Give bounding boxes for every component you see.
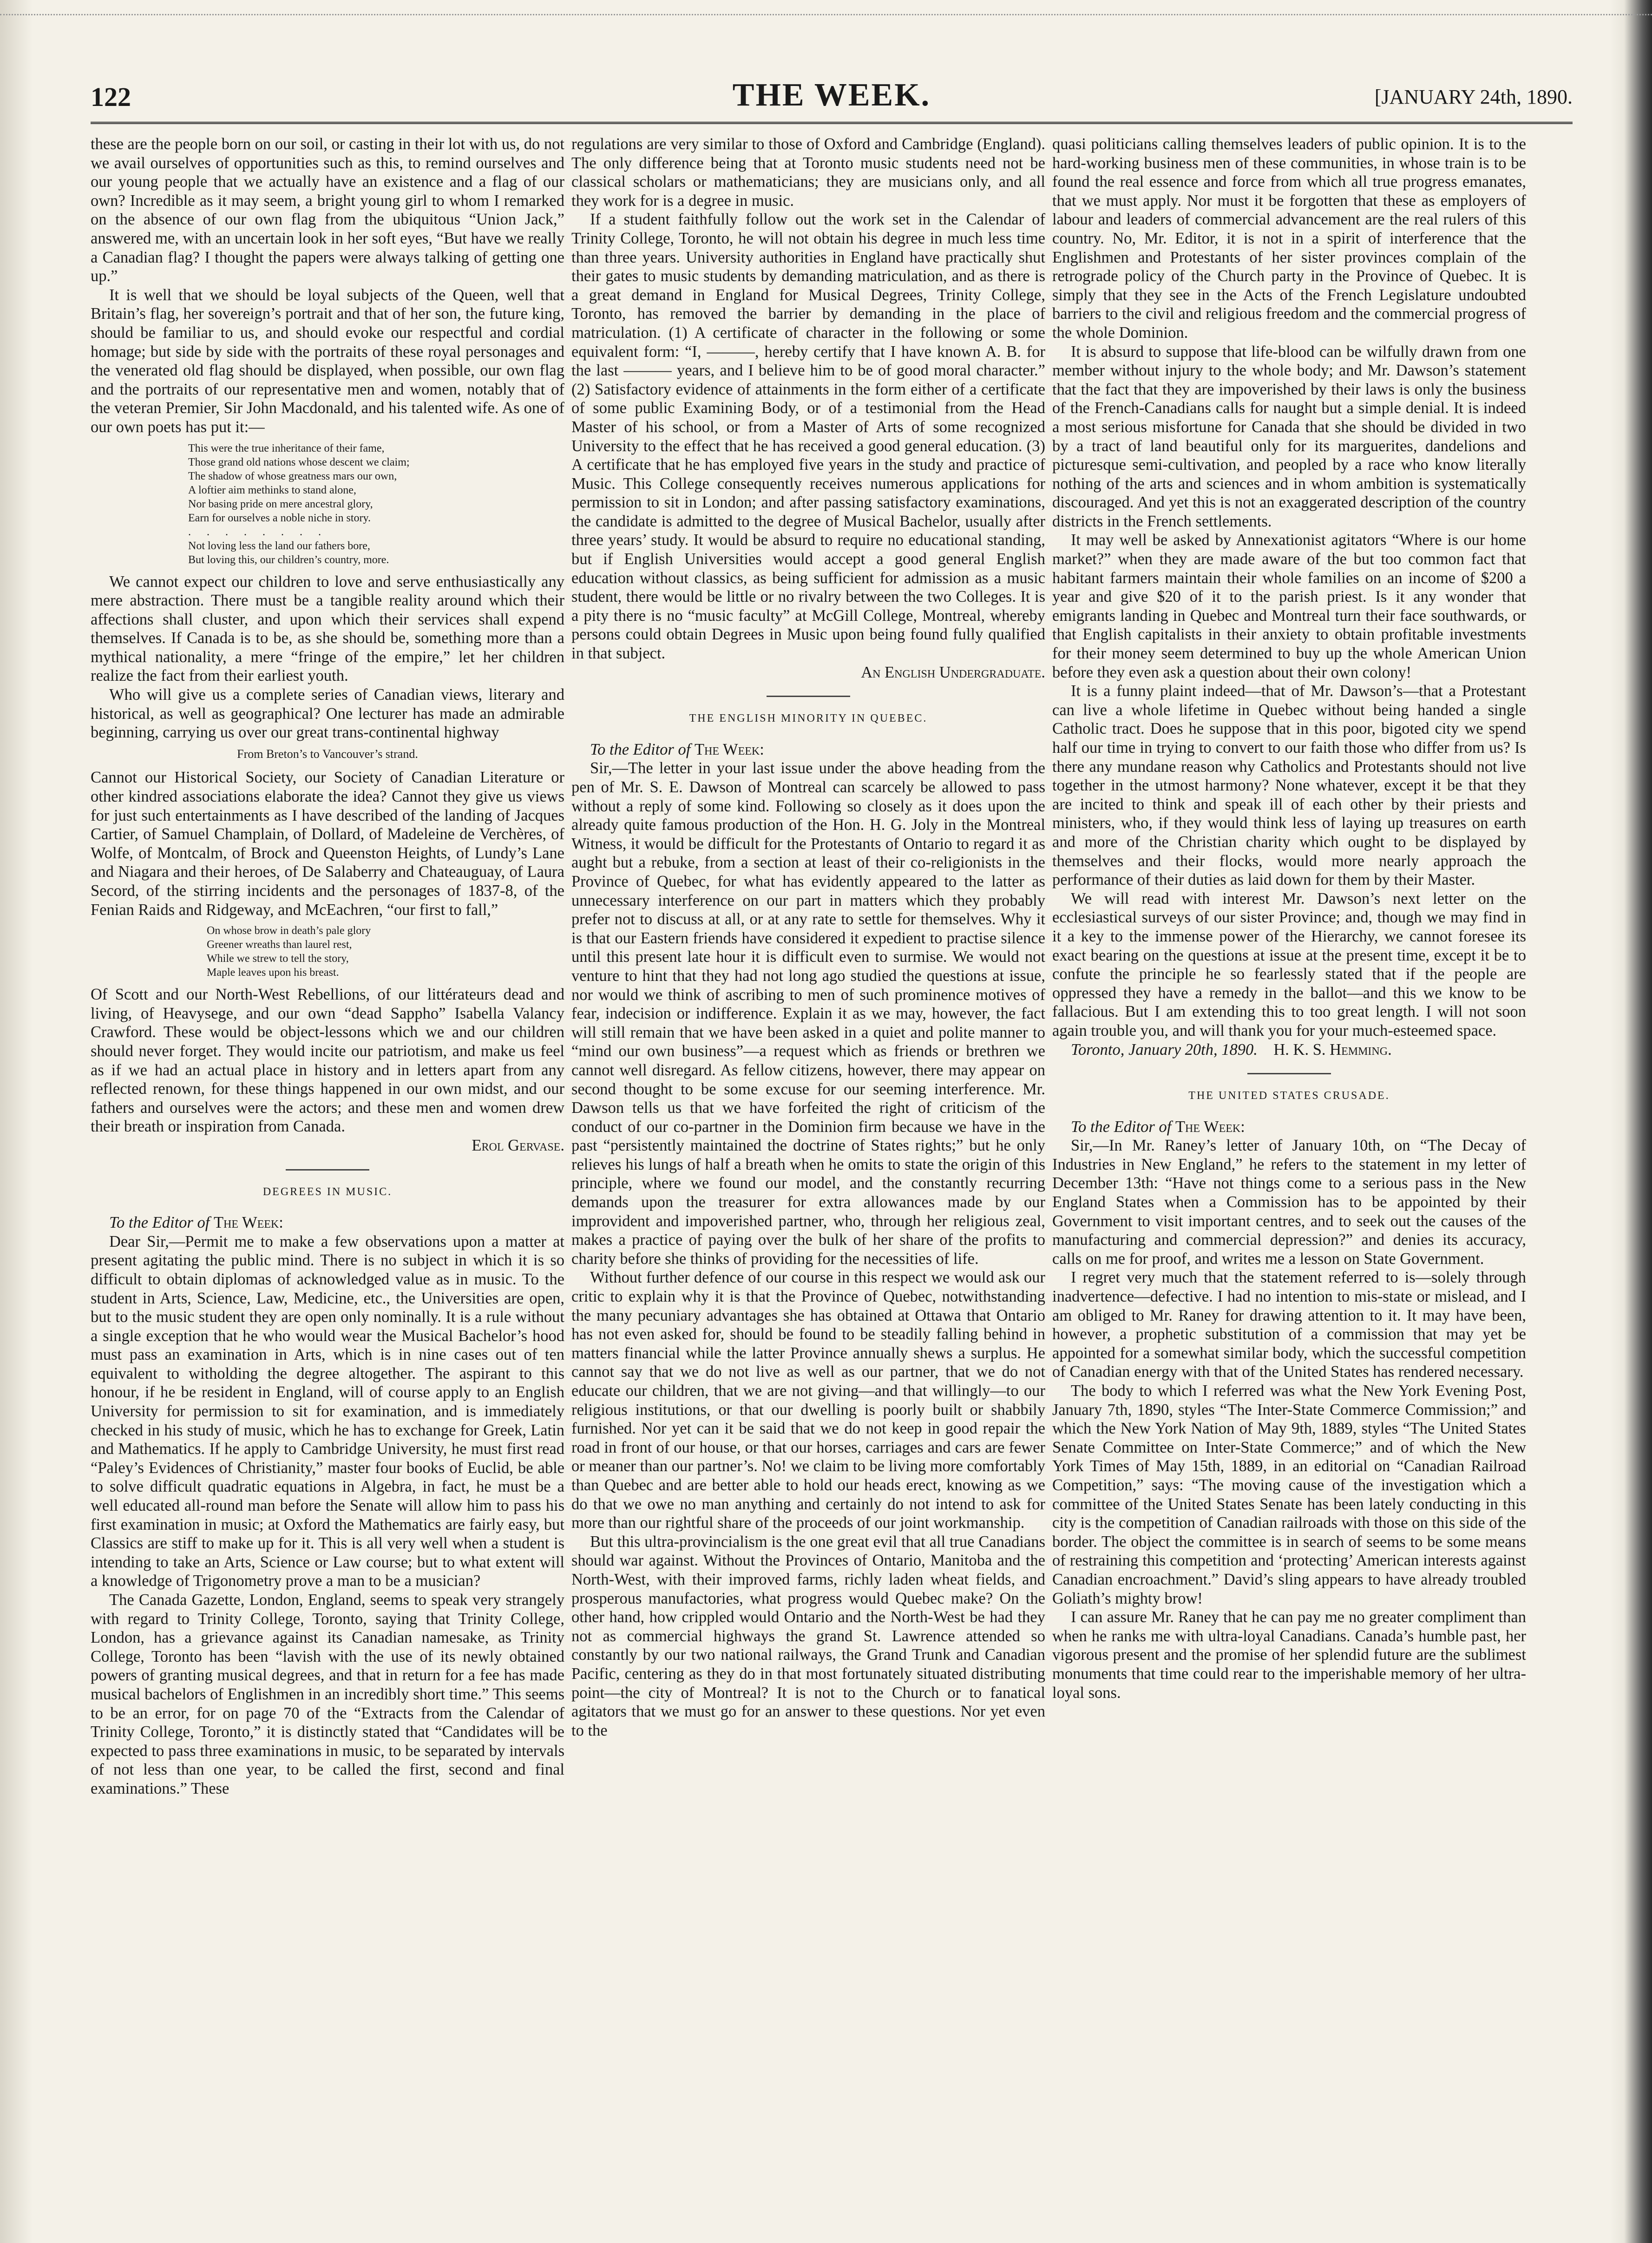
section-divider (286, 1169, 369, 1171)
paragraph: regulations are very similar to those of Oxford and Cambridge (England). The only difference being that at Toronto music students need not be classical scholars or mathematicians; they are musicians only, and all they work for is a degree in music. (571, 135, 1045, 210)
letter-dateline (1052, 1040, 1526, 1059)
page-edge-left (0, 0, 33, 2243)
paragraph: Cannot our Historical Society, our Society of Canadian Literature or other kindred associations elaborate the idea? Cannot they give us views for just such entertainments as I have described of the landing of Jacques Cartier, of Samuel Champlain, of Dollard, of Madeleine de Verchères, of Wolfe, of Montcalm, of Brock and Queenston Heights, of Lundy’s Lane and Niagara and their heroes, of De Salaberry and Chateauguay, of Laura Secord, of the stirring incidents and the personages of 1837-8, of the Fenian Raids and Ridgeway, and McEachren, “our first to fall,” (91, 769, 564, 919)
poem-quote (188, 441, 564, 567)
editor-salutation-text: To the Editor of (109, 1214, 210, 1232)
poem-line: Earn for ourselves a noble niche in story. (188, 512, 371, 524)
section-divider (1247, 1073, 1331, 1074)
editor-salutation-text: To the Editor of (590, 740, 691, 758)
paragraph: Of Scott and our North-West Rebellions, of our littérateurs dead and living, of Heavysege, and our own “dead Sappho” Isabella Valancy Crawford. These would be object-lessons which we and our children should never forget. They would incite our patriotism, and make us feel as if we had an actual place in history and in letters apart from any reflected renown, for these things happened in our own midst, and our fathers and ourselves were the actors; and these men and women drew their breath or inspiration from Canada. (91, 986, 564, 1136)
paragraph: It is a funny plaint indeed—that of Mr. Dawson’s—that a Protestant can live a whole lifetime in Quebec without being handed a single Catholic tract. Does he suppose that in this poor, bigoted city we spend half our time in trying to convert to our faith those who differ from us? Is there any mundane reason why Catholics and Protestants should not live together in the utmost harmony? None whatever, except it be that they are incited to think and speak ill of each other by their priests and ministers, who, if they would think less of laying up treasures on earth and more of the Christian charity which ought to be displayed by themselves and their flocks, would more nearly approach the performance of their duties as laid down for them by their Master. (1052, 682, 1526, 889)
poem-line: While we strew to tell the story, (207, 953, 349, 965)
editor-salutation-paper: The Week: (1175, 1118, 1245, 1136)
paragraph: Without further defence of our course in this respect we would ask our critic to explain why it is that the Province of Quebec, notwithstanding the many pecuniary advantages she has obtained at Ottawa that Ontario has not even asked for, should be found to be steadily falling behind in matters financial while the latter Province annually shews a surplus. He cannot say that we do not live as well as our partner, that we do not educate our children, that we are not giving—and that willingly—to our religious institutions, or that our dwelling is poorly built or shabbily furnished. Nor yet can it be said that we do not keep in good repair the road in front of our house, or that our horses, carriages and cars are fewer or meaner than our partner’s. No! we claim to be living more comfortably than Quebec and are better able to hold our heads erect, knowing as we do that we owe no man anything and certainly do not intend to ask for more than our rightful share of the proceeds of our joint workmanship. (571, 1269, 1045, 1532)
header-rule (91, 122, 1573, 124)
poem-line: The shadow of whose greatness mars our own, (188, 470, 397, 482)
section-heading: DEGREES IN MUSIC. (262, 1185, 393, 1198)
poem-line: But loving this, our children’s country, more. (188, 553, 389, 566)
poem-ellipsis: . . . . . . . . (188, 526, 328, 538)
paragraph: But this ultra-provincialism is the one great evil that all true Canadians should war against. Without the Provinces of Ontario, Manitoba and the North-West, with their improved farms, richly laden wheat fields, and prosperous manufactories, what progress would Quebec make? On the other hand, how crippled would Ontario and the North-West be had they not as commercial highways the grand St. Lawrence attended so constantly by our two national railways, the Grand Trunk and Canadian Pacific, centering as they do in that most fortunately situated distributing point—the city of Montreal? It is not to the Church or to fanatical agitators that we must go for an answer to these questions. Nor yet even to the (571, 1533, 1045, 1739)
paragraph: The body to which I referred was what the New York Evening Post, January 7th, 1890, styles “The Inter-State Commerce Commission;” and which the New York Nation of May 9th, 1889, styles “The United States Senate Committee on Inter-State Commerce;” and of which the New York Times of May 15th, 1889, in an editorial on “Canadian Railroad Competition,” says: “The moving cause of the investigation which a committee of the United States Senate has been lately conducting in this city is the competition of Canadian railroads with those on this side of the border. The object the committee is in search of seems to be some means of restraining this competition and ‘protecting’ American interests against Canadian encroachment.” David’s sling appears to have already troubled Goliath’s mighty brow! (1052, 1382, 1526, 1607)
column-2 (571, 135, 1045, 2203)
signature: An English Undergraduate. (861, 663, 1045, 681)
page-header (91, 77, 1573, 118)
poem-quote (207, 924, 564, 980)
page-edge-right (1610, 0, 1652, 2243)
editor-salutation (571, 740, 1045, 759)
poem-line: On whose brow in death’s pale glory (207, 925, 371, 937)
poem-line: Nor basing pride on mere ancestral glory, (188, 498, 373, 510)
poem-line: Those grand old nations whose descent we claim; (188, 456, 410, 468)
paragraph: I regret very much that the statement referred to is—solely through inadvertence—defective. I had no intention to mis-state or mislead, and I am obliged to Mr. Raney for drawing attention to it. It may have been, however, a prophetic substitution of a commission that may yet be appointed for a somewhat similar body, which the successful competition of Canadian energy with that of the United States has rendered necessary. (1052, 1269, 1526, 1381)
paragraph: Sir,—The letter in your last issue under the above heading from the pen of Mr. S. E. Dawson of Montreal can scarcely be allowed to pass without a reply of some kind. Following so closely as it does upon the already quite famous production of the Hon. H. G. Joly in the Montreal Witness, it would be difficult for the Protestants of Ontario to regard it as aught but a rebuke, from a section at least of their co-religionists in the Province of Quebec, for what has evidently appeared to the latter as unnecessary interference on our part in matters which they probably prefer not to discuss at all, or at any rate to settle for themselves. Why it is that our Eastern friends have considered it expedient to practise silence until this present late hour it is difficult even to surmise. We would not venture to hint that they had not long ago studied the questions at issue, nor would we think of ascribing to men of such prominence motives of fear, indecision or indifference. Explain it as we may, however, the fact will still remain that we have been asked in a quiet and polite manner to “mind our own business”—a request which as friends or brethren we cannot well disregard. As fellow citizens, however, there may appear on second thought to be some excuse for our seeming interference. Mr. Dawson tells us that we have forfeited the right of criticism of the conduct of our co-partner in the Dominion firm because we have in the past “persistently maintained the doctrine of States rights;” but he only relieves his lungs of half a breath when he omits to state the origin of this principle, where we found our model, and the constantly recurring demands upon the treasurer for extra allowances made by our improvident and impoverished partner, who, through her religious zeal, makes a practice of paying over the bulk of her share of the profits to charity before she thinks of providing for the necessities of life. (571, 759, 1045, 1268)
paragraph: The Canada Gazette, London, England, seems to speak very strangely with regard to Trinity College, Toronto, saying that Trinity College, London, has a grievance against its Canadian namesake, as Trinity College, Toronto has been “lavish with the use of its newly obtained powers of granting musical degrees, and that in return for a fee has made musical bachelors of Englishmen in an incredibly short time.” This seems to be an error, for on page 70 of the “Extracts from the Calendar of Trinity College, Toronto,” it is distinctly stated that “Candidates will be expected to pass three examinations in music, to be separated by intervals of not less than one year, to be called the first, second and final examinations.” These (91, 1591, 564, 1797)
editor-salutation (91, 1213, 564, 1232)
editor-salutation-paper: The Week: (213, 1214, 283, 1232)
paragraph: Who will give us a complete series of Canadian views, literary and historical, as well as geographical? One lecturer has made an admirable beginning, carrying us over our great trans-continental highway (91, 686, 564, 742)
paragraph: I can assure Mr. Raney that he can pay me no greater compliment than when he ranks me with ultra-loyal Canadians. Canada’s humble past, her vigorous present and the promise of her splendid future are the sublimest monuments that time could rear to the imperishable memory of her ultra-loyal sons. (1052, 1608, 1526, 1702)
poem-line: Greener wreaths than laurel rest, (207, 939, 352, 951)
poem-line: This were the true inheritance of their fame, (188, 442, 385, 454)
quote-line: From Breton’s to Vancouver’s strand. (237, 747, 418, 761)
paragraph: It is well that we should be loyal subjects of the Queen, well that Britain’s flag, her sovereign’s portrait and that of her son, the future king, should be familiar to us, and should evoke our respectful and cordial homage; but side by side with the portraits of these royal personages and the venerated old flag should be displayed, when possible, our own flag and the portraits of our representative men and women, notably that of the veteran Premier, Sir John Macdonald, and his talented wife. As one of our own poets has put it:— (91, 286, 564, 436)
paragraph: It may well be asked by Annexationist agitators “Where is our home market?” when they are made aware of the but too common fact that habitant farmers maintain their whole families on an income of $200 a year and give $20 of it to the parish priest. Is it any wonder that emigrants landing in Quebec and Montreal turn their face southwards, or that English capitalists in their anxiety to obtain profitable investments for their money seem determined to buy up the whole American Union before they even ask a question about their own colony! (1052, 531, 1526, 681)
section-heading: THE UNITED STATES CRUSADE. (1188, 1090, 1390, 1102)
signature: H. K. S. Hemming. (1273, 1040, 1392, 1059)
column-3 (1052, 135, 1526, 2203)
paragraph: It is absurd to suppose that life-blood can be wilfully drawn from one member without injury to the whole body; and Mr. Dawson’s statement that the fact that they are impoverished by their laws is only the business of the French-Canadians calls for naught but a simple denial. It is indeed a most serious misfortune for Canada that she should be divided in two by a tract of land beautiful only for its marguerites, dandelions and picturesque semi-cultivation, and peopled by a race who know literally nothing of the arts and sciences and in whom ambition is systematically discouraged. And yet this is not an exaggerated description of the country districts in the French settlements. (1052, 342, 1526, 530)
editor-salutation-text: To the Editor of (1071, 1118, 1172, 1136)
column-1 (91, 135, 564, 2203)
paragraph: If a student faithfully follow out the work set in the Calendar of Trinity College, Toronto, he will not obtain his degree in much less time than three years. University authorities in England have practically shut their gates to music students by demanding matriculation, and as there is a great demand in England for Musical Degrees, Trinity College, Toronto, has removed the barrier by demanding in the place of matriculation. (1) A certificate of character in the following or some equivalent form: “I, ———, hereby certify that I have known A. B. for the last ——— years, and I believe him to be of good moral character.” (2) Satisfactory evidence of attainments in the form either of a certificate of some public Examining Body, or of a testimonial from the Head Master of his school, or from a Master of Arts of some recognized University to the effect that he has received a good general education. (3) A certificate that he has employed five years in the study and practice of Music. This College consequently receives numerous applications for permission to sit in London; and after passing satisfactory examinations, the candidate is admitted to the degree of Musical Bachelor, usually after three years’ study. It would be absurd to require no educational standing, but if English Universities would accept a good general English education without classics, as being sufficient for admission as a music student, there would be little or no rivalry between the two Colleges. It is a pity there is no “music faculty” at McGill College, Montreal, whereby persons could obtain Degrees in Music upon being found fully qualified in that subject. (571, 210, 1045, 663)
masthead-title: THE WEEK. (732, 77, 931, 113)
dateline-text: Toronto, January 20th, 1890. (1071, 1040, 1258, 1059)
paragraph: these are the people born on our soil, or casting in their lot with us, do not we avail ourselves of opportunities such as this, to remind ourselves and our young people that we actually have an existence and a flag of our own? Incredible as it may seem, a bright young girl to whom I remarked on the absence of our own flag from the ubiquitous “Union Jack,” answered me, with an uncertain look in her soft eyes, “But have we really a Canadian flag? I thought the papers were always talking of getting one up.” (91, 135, 564, 285)
poem-line: Maple leaves upon his breast. (207, 967, 339, 979)
poem-line: Not loving less the land our fathers bore, (188, 539, 370, 552)
poem-line: A loftier aim methinks to stand alone, (188, 484, 356, 496)
section-divider (767, 696, 850, 697)
paragraph: We cannot expect our children to love and serve enthusiastically any mere abstraction. There must be a tangible reality around which their affections shall cluster, and upon which their services shall expend themselves. If Canada is to be, as she should be, something more than a mythical nationality, a mere “fringe of the empire,” let her children realize the fact from their earliest youth. (91, 572, 564, 685)
paragraph: quasi politicians calling themselves leaders of public opinion. It is to the hard-working business men of these communities, in whose train is to be found the real essence and force from which all true progress emanates, that we must apply. Nor must it be forgotten that these as employers of labour and leaders of commercial advancement are the real rulers of this country. No, Mr. Editor, it is not in a spirit of interference that the Englishmen and Protestants of her sister provinces complain of the retrograde policy of the Church party in the Province of Quebec. It is simply that they see in the Acts of the French Legislature undoubted barriers to the civil and religious freedom and the commercial progress of the whole Dominion. (1052, 135, 1526, 342)
signature: Erol Gervase. (472, 1136, 564, 1154)
issue-date: [JANUARY 24th, 1890. (1374, 86, 1573, 108)
paragraph: We will read with interest Mr. Dawson’s next letter on the ecclesiastical surveys of our sister Province; and, though we may find in it a key to the immense power of the Hierarchy, we cannot foresee its exact bearing on the questions at issue at the present time, except it be to confute the principle he so fearlessly stated that if the people are oppressed they have a remedy in the ballot—and this we know to be fallacious. But I am extending this to too great length. I will not soon again trouble you, and will thank you for your much-esteemed space. (1052, 889, 1526, 1039)
paragraph: Sir,—In Mr. Raney’s letter of January 10th, on “The Decay of Industries in New England,” he refers to the statement in my letter of December 13th: “Have not things come to a serious pass in the New England States when a Commission has to be appointed by their Government to visit important centres, and to seek out the causes of the manufacturing and commercial depression?” and denies its accuracy, calls on me for proof, and writes me a lesson on State Government. (1052, 1137, 1526, 1268)
page-number: 122 (91, 82, 131, 112)
paragraph: Dear Sir,—Permit me to make a few observations upon a matter at present agitating the public mind. There is no subject in which it is so difficult to obtain diplomas of acknowledged value as in music. To the student in Arts, Science, Law, Medicine, etc., the Universities are open, but to the music student they are open only nominally. It is a rule without a single exception that he who would wear the Musical Bachelor’s hood must pass an examination in Arts, which is in nine cases out of ten equivalent to witholding the degree altogether. The aspirant to this honour, if he be resident in England, will of course apply to an English University for permission to sit for examination, and is immediately checked in his study of music, which he has to exchange for Greek, Latin and Mathematics. If he apply to Cambridge University, he must first read “Paley’s Evidences of Christianity,” master four books of Euclid, be able to solve difficult quadratic equations in Algebra, in fact, he must be a well educated all-round man before the Senate will allow him to pass his first examination in music; at Oxford the Mathematics are fairly easy, but Classics are stiff to make up for it. This is all very well when a student is intending to take an Arts, Science or Law course; but to what extent will a knowledge of Trigonometry prove a man to be a musician? (91, 1232, 564, 1590)
section-heading: THE ENGLISH MINORITY IN QUEBEC. (689, 712, 928, 725)
editor-salutation (1052, 1118, 1526, 1137)
editor-salutation-paper: The Week: (694, 740, 764, 758)
page-edge-top (0, 0, 1652, 15)
